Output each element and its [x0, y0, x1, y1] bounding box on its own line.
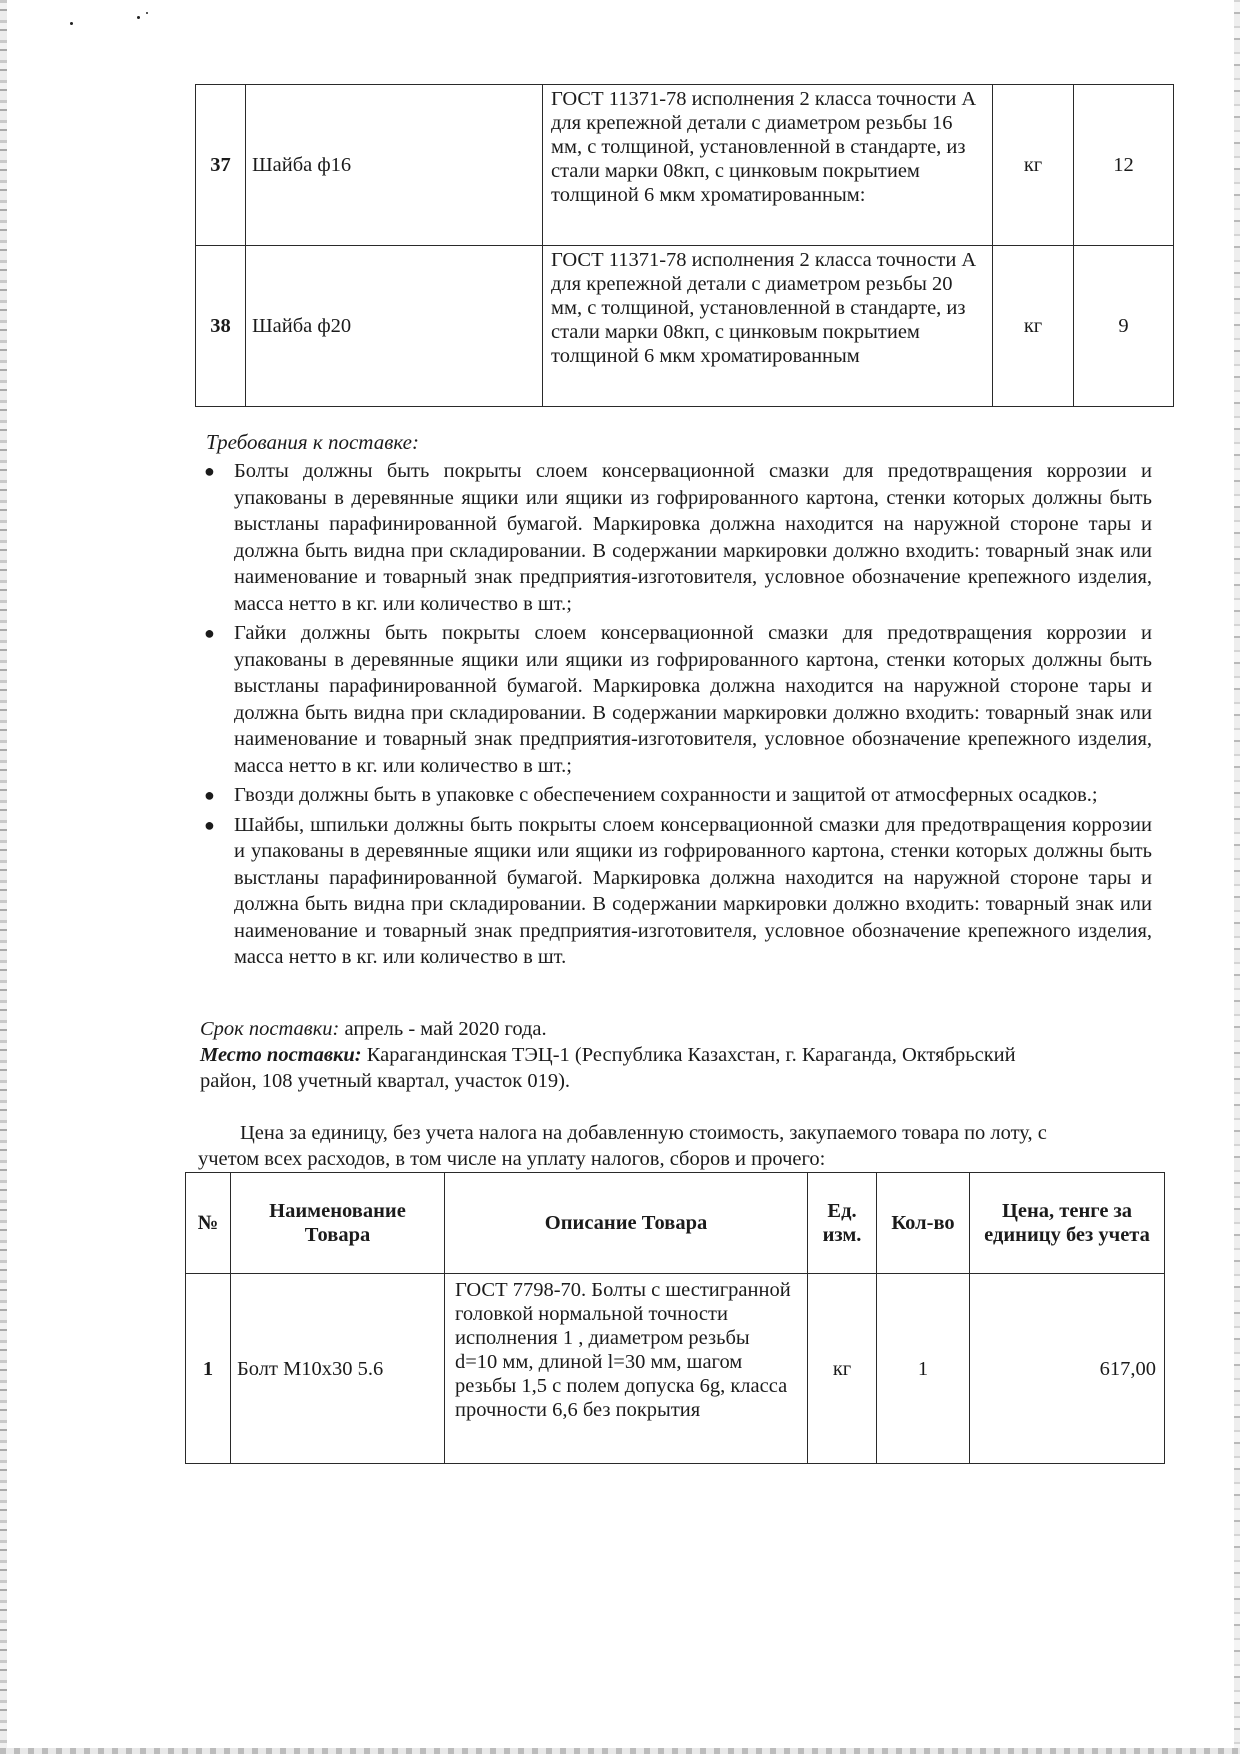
item-name: Шайба ф16: [246, 85, 543, 246]
requirement-text: Гвозди должны быть в упаковке с обеспечением сохранности и защитой от атмосферных осадков.;: [234, 784, 1098, 806]
bullet-icon: ●: [204, 623, 215, 643]
table-row: [186, 1274, 1165, 1464]
requirement-text: Гайки должны быть покрыты слоем консервационной смазки для предотвращения коррозии и упакованы в деревянные ящики или ящики из гофрированного картона, стенки которых должны быть выстланы парафинированной бумагой. Маркировка должна находится на наружной стороне тары и должна быть видна при складировании. В содержании маркировки должно входить: товарный знак или наименование и товарный знак предприятия-изготовителя, условное обозначение крепежного изделия, масса нетто в кг. или количество в шт.;: [234, 622, 1152, 777]
header-name: Наименование Товара: [231, 1173, 445, 1274]
bullet-icon: ●: [204, 461, 215, 481]
delivery-place-value: Карагандинская ТЭЦ-1 (Республика Казахстан, г. Караганда, Октябрьский: [361, 1044, 1016, 1066]
item-quantity: 12: [1074, 85, 1174, 246]
item-name: Шайба ф20: [246, 246, 543, 407]
bullet-icon: ●: [204, 785, 215, 805]
requirement-text: Болты должны быть покрыты слоем консервационной смазки для предотвращения коррозии и упакованы в деревянные ящики или ящики из гофрированного картона, стенки которых должны быть выстланы парафинированной бумагой. Маркировка должна находится на наружной стороне тары и должна быть видна при складировании. В содержании маркировки должно входить: товарный знак или наименование и товарный знак предприятия-изготовителя, условное обозначение крепежного изделия, масса нетто в кг. или количество в шт.;: [234, 460, 1152, 615]
list-item: [200, 458, 1152, 617]
table-header-row: [186, 1173, 1165, 1274]
requirements-title: Требования к поставке:: [206, 430, 419, 454]
item-description: ГОСТ 7798-70. Болты с шестигранной головкой нормальной точности исполнения 1 , диаметром резьбы d=10 мм, длиной l=30 мм, шагом резьбы 1,5 с полем допуска 6g, класса прочности 6,6 без покрытия: [445, 1274, 808, 1464]
delivery-place-label: Место поставки:: [200, 1044, 362, 1066]
row-number: 38: [196, 246, 246, 407]
item-quantity: 9: [1074, 246, 1174, 407]
list-item: [200, 782, 1152, 809]
price-table: [185, 1172, 1165, 1464]
price-intro-line2: учетом всех расходов, в том числе на уплату налогов, сборов и прочего:: [198, 1148, 826, 1170]
row-number: 37: [196, 85, 246, 246]
item-unit: кг: [993, 246, 1074, 407]
item-price: 617,00: [970, 1274, 1165, 1464]
header-number: №: [186, 1173, 231, 1274]
item-unit: кг: [808, 1274, 877, 1464]
scan-speck: [70, 22, 73, 25]
delivery-place-continued: район, 108 учетный квартал, участок 019).: [200, 1070, 571, 1092]
scan-edge-right: [1234, 0, 1240, 1754]
price-intro-line1: Цена за единицу, без учета налога на добавленную стоимость, закупаемого товара по лоту, с: [240, 1122, 1047, 1144]
row-number: 1: [186, 1274, 231, 1464]
item-name: Болт М10х30 5.6: [231, 1274, 445, 1464]
delivery-term: [200, 1016, 547, 1042]
goods-table-continuation: [195, 84, 1174, 407]
scan-edge-bottom: [0, 1748, 1240, 1754]
item-unit: кг: [993, 85, 1074, 246]
delivery-term-label: Срок поставки:: [200, 1018, 340, 1040]
scan-edge-left: [0, 0, 7, 1754]
header-description: Описание Товара: [445, 1173, 808, 1274]
header-price: Цена, тенге за единицу без учета: [970, 1173, 1165, 1274]
list-item: [200, 620, 1152, 779]
list-item: [200, 812, 1152, 971]
item-description: ГОСТ 11371-78 исполнения 2 класса точности А для крепежной детали с диаметром резьбы 16 мм, с толщиной, установленной в стандарте, из стали марки 08кп, с цинковым покрытием толщиной 6 мкм хроматированным:: [543, 85, 993, 246]
requirements-list: [200, 458, 1152, 974]
delivery-place: [200, 1042, 1016, 1068]
item-description: ГОСТ 11371-78 исполнения 2 класса точности А для крепежной детали с диаметром резьбы 20 мм, с толщиной, установленной в стандарте, из стали марки 08кп, с цинковым покрытием толщиной 6 мкм хроматированным: [543, 246, 993, 407]
table-row: [196, 246, 1174, 407]
delivery-term-value: апрель - май 2020 года.: [339, 1018, 547, 1040]
scan-speck: [137, 16, 140, 19]
header-unit: Ед. изм.: [808, 1173, 877, 1274]
item-quantity: 1: [877, 1274, 970, 1464]
scan-speck: [146, 12, 148, 14]
table-row: [196, 85, 1174, 246]
header-quantity: Кол-во: [877, 1173, 970, 1274]
requirement-text: Шайбы, шпильки должны быть покрыты слоем консервационной смазки для предотвращения коррозии и упакованы в деревянные ящики или ящики из гофрированного картона, стенки которых должны быть выстланы парафинированной бумагой. Маркировка должна находится на наружной стороне тары и должна быть видна при складировании. В содержании маркировки должно входить: товарный знак или наименование и товарный знак предприятия-изготовителя, условное обозначение крепежного изделия, масса нетто в кг. или количество в шт.: [234, 813, 1152, 968]
bullet-icon: ●: [204, 814, 215, 835]
